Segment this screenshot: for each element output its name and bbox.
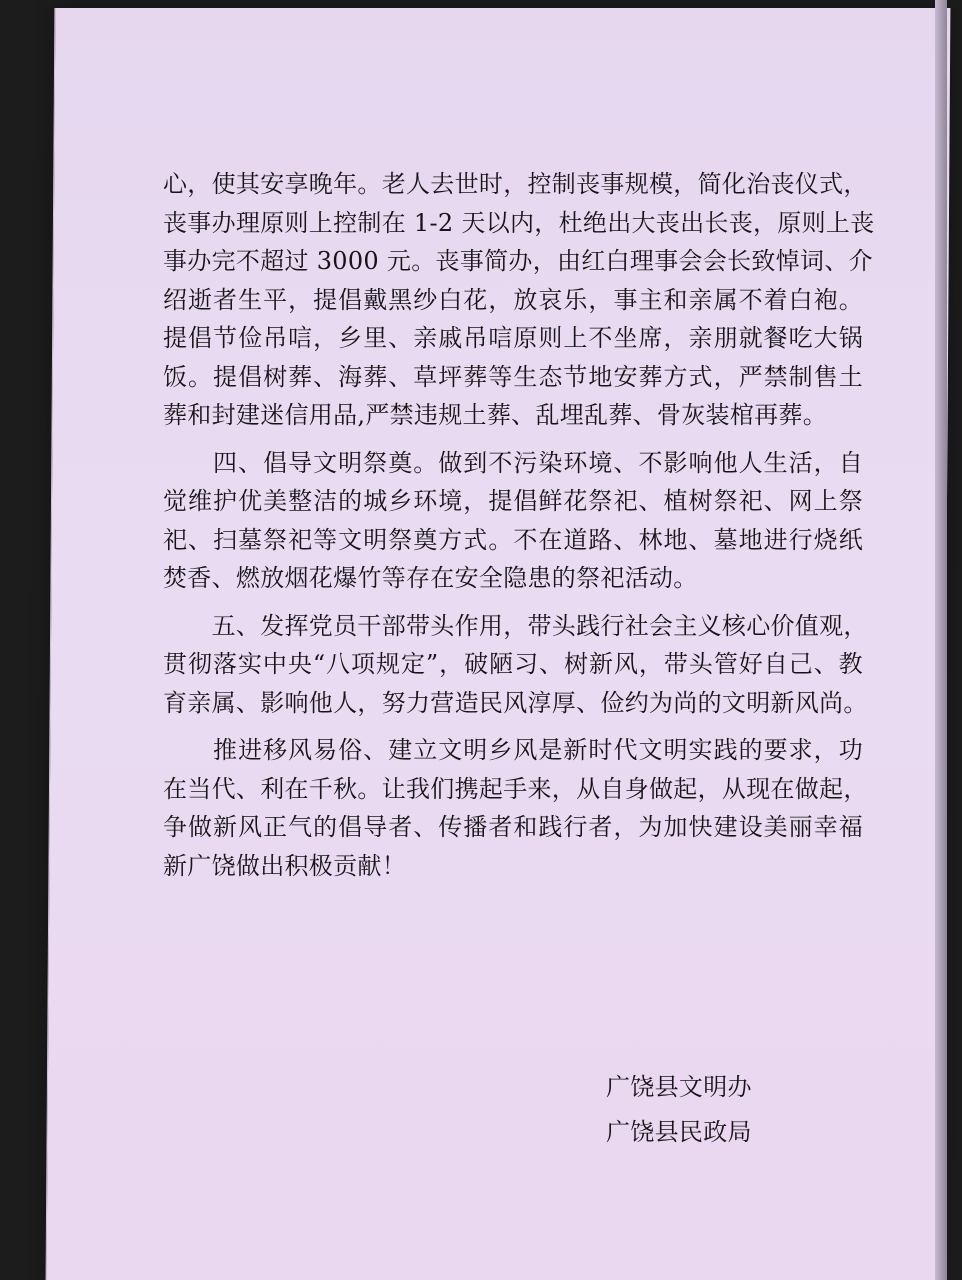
text-line: 提倡节俭吊唁，乡里、亲戚吊唁原则上不坐席，亲朋就餐吃大锅 [163, 324, 863, 352]
text-line: 心，使其安享晚年。老人去世时，控制丧事规模，简化治丧仪式， [163, 170, 868, 198]
text-line: 育亲属、影响他人，努力营造民风淳厚、俭约为尚的文明新风尚。 [163, 688, 868, 717]
text-line: 祀、扫墓祭祀等文明祭奠方式。不在道路、林地、墓地进行烧纸 [163, 525, 863, 554]
text-line: 事办完不超过 3000 元。丧事简办，由红白理事会会长致悼词、介 [163, 247, 873, 275]
signature-civil-affairs-bureau: 广饶县民政局 [606, 1118, 752, 1146]
text-line: 葬和封建迷信用品,严禁违规土葬、乱埋乱葬、骨灰装棺再葬。 [163, 401, 828, 429]
text-line: 新广饶做出积极贡献！ [163, 851, 406, 880]
text-line: 贯彻落实中央“八项规定”，破陋习、树新风，带头管好自己、教 [163, 650, 863, 678]
signature-civilization-office: 广饶县文明办 [606, 1073, 752, 1101]
text-line: 绍逝者生平，提倡戴黑纱白花，放哀乐，事主和亲属不着白袍。 [163, 285, 863, 314]
text-line: 争做新风正气的倡导者、传播者和践行者，为加快建设美丽幸福 [163, 813, 863, 841]
text-line: 觉维护优美整洁的城乡环境，提倡鲜花祭祀、植树祭祀、网上祭 [163, 487, 863, 515]
text-line: 丧事办理原则上控制在 1-2 天以内，杜绝出大丧出长丧，原则上丧 [163, 208, 875, 237]
text-line: 推进移风易俗、建立文明乡风是新时代文明实践的要求，功 [163, 736, 863, 764]
text-line: 在当代、利在千秋。让我们携起手来，从自身做起，从现在做起， [163, 774, 868, 803]
text-line: 饭。提倡树葬、海葬、草坪葬等生态节地安葬方式，严禁制售土 [163, 362, 863, 391]
text-line: 四、倡导文明祭奠。做到不污染环境、不影响他人生活，自 [163, 448, 863, 477]
text-line: 五、发挥党员干部带头作用，带头践行社会主义核心价值观， [163, 611, 868, 640]
text-line: 焚香、燃放烟花爆竹等存在安全隐患的祭祀活动。 [163, 564, 698, 592]
paper-edge-shadow [935, 0, 947, 1280]
document-body [163, 165, 875, 885]
signature-block [606, 1065, 752, 1155]
